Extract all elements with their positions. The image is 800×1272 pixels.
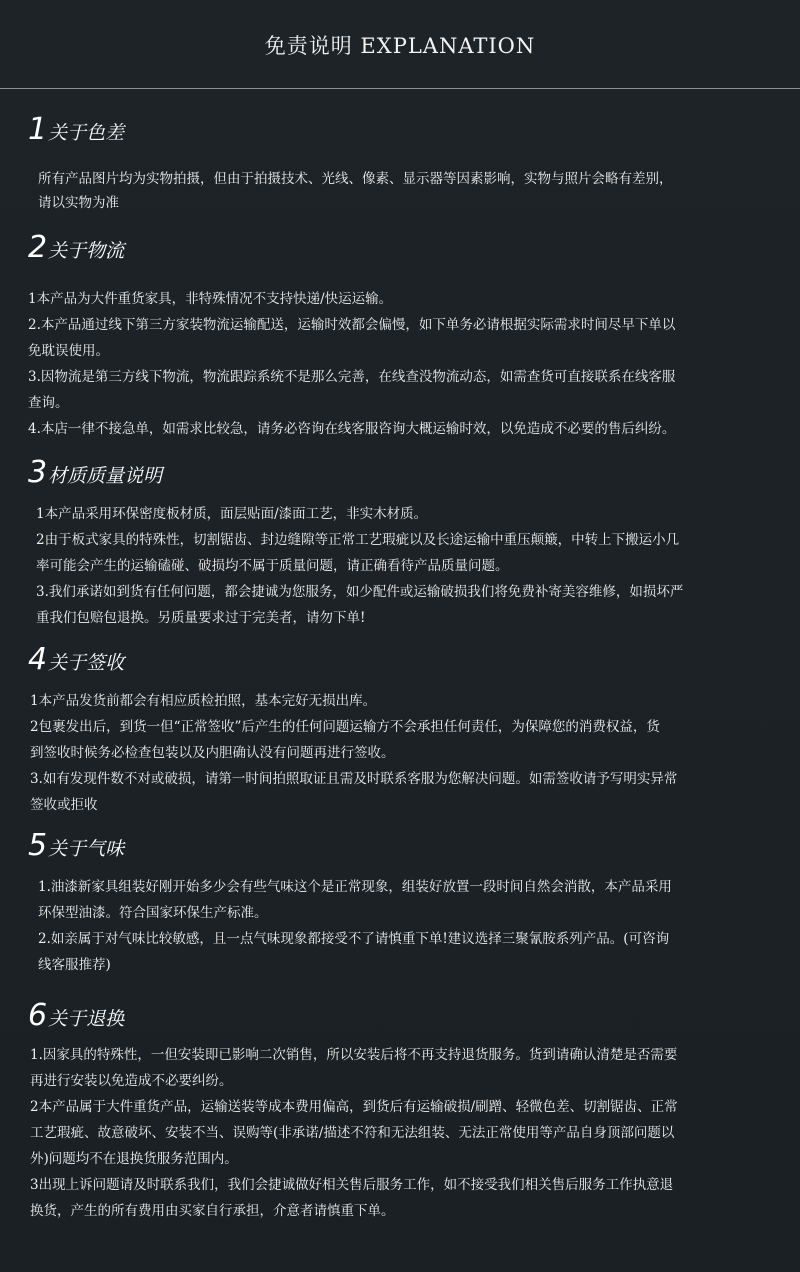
section-line: 所有产品图片均为实物拍摄，但由于拍摄技术、光线、像素、显示器等因素影响，实物与照片会略有差别，	[38, 171, 673, 187]
section-number: 4	[28, 642, 48, 677]
section-line: 到签收时候务必检查包装以及内胆确认没有问题再进行签收。	[30, 745, 395, 761]
section-heading	[28, 998, 124, 1034]
section-heading	[28, 642, 124, 678]
section-line: 2由于板式家具的特殊性，切割锯齿、封边缝隙等正常工艺瑕疵以及长途运输中重压颠簸，中转上下搬运小几	[36, 532, 680, 548]
section-title: 材质质量说明	[48, 465, 163, 487]
section-number: 6	[28, 998, 48, 1033]
section-line: 请以实物为准	[38, 195, 119, 211]
section-line: 1.油漆新家具组装好刚开始多少会有些气味这个是正常现象，组装好放置一段时间自然会消散，本产品采用	[38, 879, 672, 895]
section-line: 换货，产生的所有费用由买家自行承担，介意者请慎重下单。	[30, 1203, 395, 1219]
section-line: 3出现上诉问题请及时联系我们，我们会捷诚做好相关售后服务工作，如不接受我们相关售后服务工作执意退	[30, 1177, 674, 1193]
section-line: 外)问题均不在退换货服务范围内。	[30, 1151, 238, 1167]
section-line: 免耽误使用。	[28, 343, 109, 359]
section-line: 3.因物流是第三方线下物流，物流跟踪系统不是那么完善，在线查没物流动态，如需查货可直接联系在线客服	[28, 369, 676, 385]
section-title: 关于气味	[48, 838, 125, 860]
section-line: 4.本店一律不接急单，如需求比较急，请务必咨询在线客服咨询大概运输时效，以免造成不必要的售后纠纷。	[28, 421, 676, 437]
section-line: 2.如亲属于对气味比较敏感，且一点气味现象都接受不了请慎重下单!建议选择三聚氰胺系列产品。(可咨询	[38, 931, 670, 947]
section-number: 1	[28, 112, 48, 147]
page-title: 免责说明 EXPLANATION	[264, 34, 536, 58]
section-line: 2.本产品通过线下第三方家装物流运输配送，运输时效都会偏慢，如下单务必请根据实际需求时间尽早下单以	[28, 317, 676, 333]
section-heading	[28, 455, 162, 491]
section-number: 3	[28, 455, 48, 490]
page-header	[0, 0, 800, 89]
section-title: 关于签收	[48, 652, 125, 674]
section-title: 关于物流	[48, 240, 125, 262]
section-title: 关于退换	[48, 1008, 125, 1030]
section-number: 2	[28, 230, 48, 265]
section-line: 查询。	[28, 395, 69, 411]
section-line: 签收或拒收	[30, 797, 98, 813]
section-line: 3.如有发现件数不对或破损，请第一时间拍照取证且需及时联系客服为您解决问题。如需签收请予写明实异常	[30, 771, 678, 787]
section-line: 1.因家具的特殊性，一但安装即已影响二次销售，所以安装后将不再支持退货服务。货到请确认清楚是否需要	[30, 1047, 678, 1063]
section-heading	[28, 112, 124, 148]
section-line: 1本产品采用环保密度板材质，面层贴面/漆面工艺，非实木材质。	[36, 506, 428, 522]
section-line: 3.我们承诺如到货有任何问题，都会捷诚为您服务，如少配件或运输破损我们将免费补寄美容维修，如损坏严	[36, 584, 684, 600]
section-heading	[28, 828, 124, 864]
section-line: 再进行安装以免造成不必要纠纷。	[30, 1073, 233, 1089]
section-number: 5	[28, 828, 48, 863]
section-line: 1本产品发货前都会有相应质检拍照，基本完好无损出库。	[30, 693, 377, 709]
section-line: 1本产品为大件重货家具，非特殊情况不支持快递/快运运输。	[28, 291, 393, 307]
section-heading	[28, 230, 124, 266]
section-line: 重我们包赔包退换。另质量要求过于完美者，请勿下单!	[36, 610, 366, 626]
section-line: 2本产品属于大件重货产品，运输送装等成本费用偏高，到货后有运输破损/刷蹭、轻微色差、切割锯齿、正常	[30, 1099, 678, 1115]
section-line: 2包裹发出后，到货一但“正常签收”后产生的任何问题运输方不会承担任何责任，为保障您的消费权益，货	[30, 719, 660, 735]
section-line: 工艺瑕疵、故意破坏、安装不当、误购等(非承诺/描述不符和无法组装、无法正常使用等产品自身顶部问题以	[30, 1125, 675, 1141]
section-line: 率可能会产生的运输磕碰、破损均不属于质量问题，请正确看待产品质量问题。	[36, 558, 509, 574]
section-line: 环保型油漆。符合国家环保生产标准。	[38, 905, 268, 921]
section-title: 关于色差	[48, 122, 125, 144]
section-line: 线客服推荐)	[38, 957, 111, 973]
